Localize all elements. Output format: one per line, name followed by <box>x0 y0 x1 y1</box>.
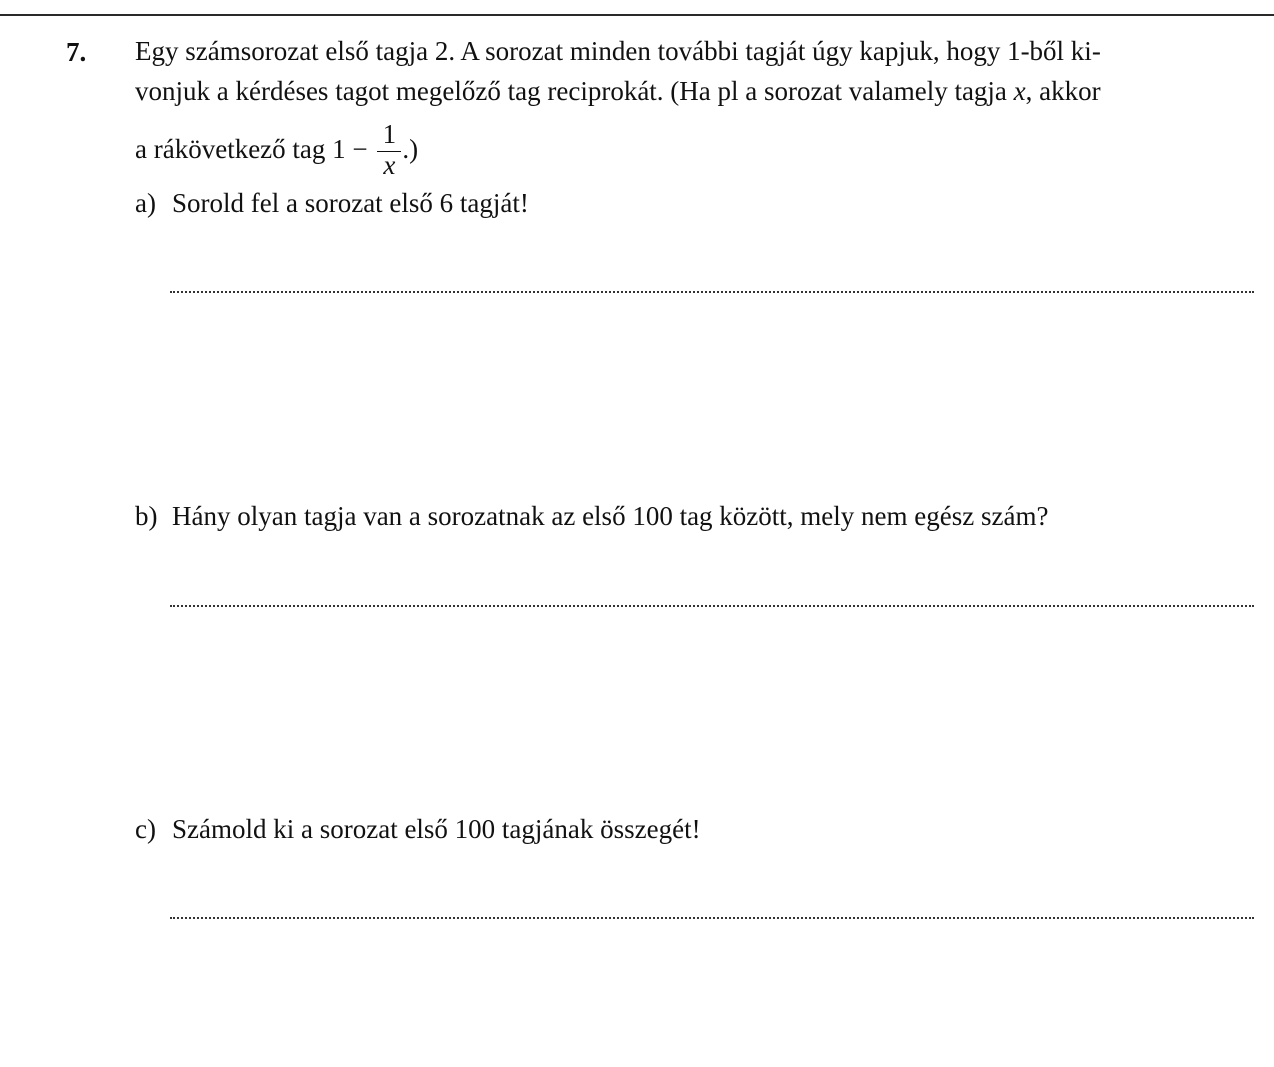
subquestion-label: c) <box>135 814 156 844</box>
fraction-numerator: 1 <box>382 119 397 149</box>
answer-line-b[interactable] <box>170 605 1254 607</box>
answer-line-c[interactable] <box>170 917 1254 919</box>
stem-text: .) <box>402 134 419 165</box>
subquestion-text: Sorold fel a sorozat első 6 tagját! <box>172 188 529 218</box>
stem-text: , akkor <box>1025 76 1101 106</box>
subquestion-text: Számold ki a sorozat első 100 tagjának összegét! <box>172 814 701 844</box>
subquestion-label: b) <box>135 501 158 531</box>
problem-stem-line-3 <box>135 119 419 181</box>
subquestion-label: a) <box>135 188 156 218</box>
problem-stem-line-1: Egy számsorozat első tagja 2. A sorozat minden további tagját úgy kapjuk, hogy 1-ből ki- <box>135 36 1101 66</box>
stem-text: a rákövetkező tag 1 − <box>135 134 375 165</box>
fraction-denominator: x <box>383 150 396 180</box>
subquestion-text: Hány olyan tagja van a sorozatnak az első 100 tag között, mely nem egész szám? <box>172 501 1049 531</box>
problem-stem-line-2 <box>135 73 1101 109</box>
fraction-one-over-x <box>377 119 401 181</box>
top-rule <box>0 14 1274 16</box>
variable-x: x <box>1013 76 1026 106</box>
subquestion-c <box>135 811 701 847</box>
problem-number: 7. <box>66 37 87 67</box>
answer-line-a[interactable] <box>170 291 1254 293</box>
subquestion-a <box>135 185 529 221</box>
stem-text: vonjuk a kérdéses tagot megelőző tag reciprokát. (Ha pl a sorozat valamely tagja <box>135 76 1014 106</box>
subquestion-b <box>135 498 1048 534</box>
